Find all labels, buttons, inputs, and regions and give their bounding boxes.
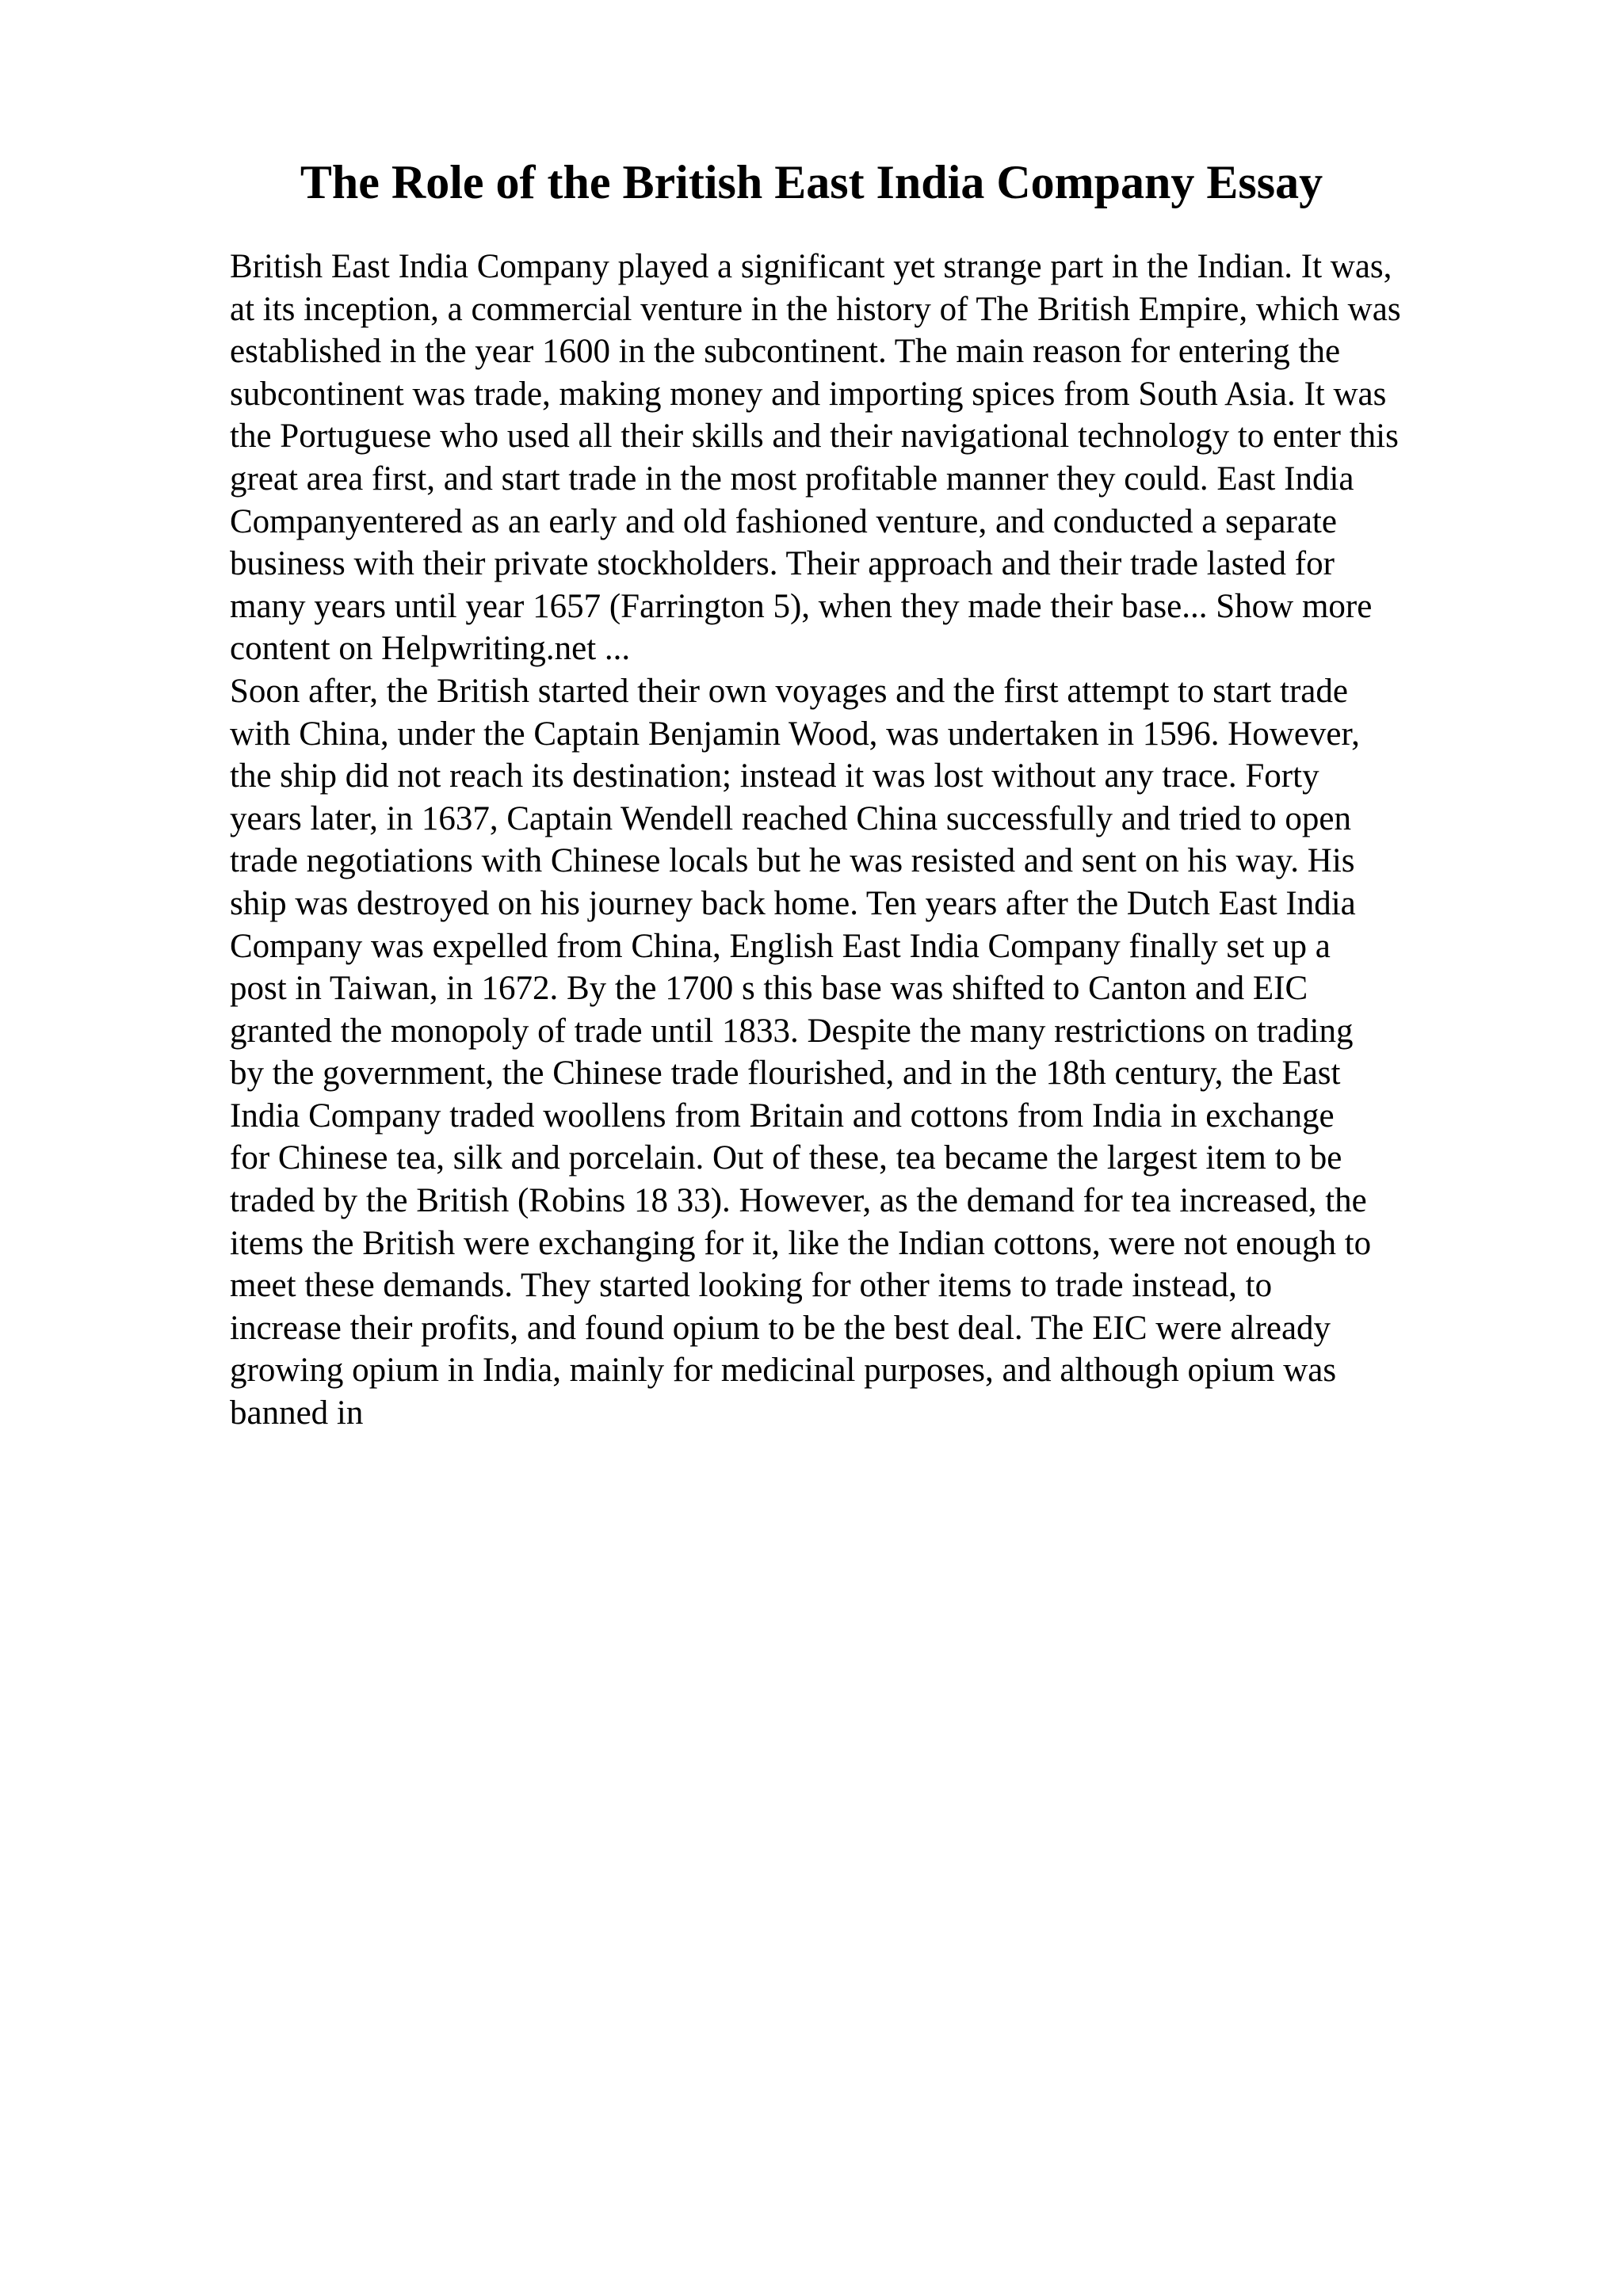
body-line: traded by the British (Robins 18 33). However, as the demand for tea increased, the (230, 1182, 1367, 1220)
body-line: many years until year 1657 (Farrington 5), when they made their base... Show more (230, 587, 1373, 625)
document-body (230, 246, 1514, 1435)
body-line: items the British were exchanging for it, like the Indian cottons, were not enough to (230, 1224, 1372, 1262)
body-line: at its inception, a commercial venture in the history of The British Empire, which was (230, 290, 1401, 328)
body-line: by the government, the Chinese trade flourished, and in the 18th century, the East (230, 1055, 1341, 1093)
body-line: granted the monopoly of trade until 1833. Despite the many restrictions on trading (230, 1012, 1354, 1050)
body-line: established in the year 1600 in the subcontinent. The main reason for entering the (230, 333, 1341, 371)
body-line: Companyentered as an early and old fashioned venture, and conducted a separate (230, 502, 1337, 540)
body-line: business with their private stockholders. Their approach and their trade lasted for (230, 545, 1335, 583)
body-line: content on Helpwriting.net ... (230, 630, 631, 668)
body-line: post in Taiwan, in 1672. By the 1700 s this base was shifted to Canton and EIC (230, 970, 1308, 1008)
body-line: meet these demands. They started looking for other items to trade instead, to (230, 1267, 1273, 1305)
body-line: increase their profits, and found opium to be the best deal. The EIC were already (230, 1309, 1331, 1347)
body-line: British East India Company played a significant yet strange part in the Indian. It was, (230, 248, 1392, 285)
body-line: growing opium in India, mainly for medicinal purposes, and although opium was (230, 1352, 1337, 1390)
body-line: with China, under the Captain Benjamin Wood, was undertaken in 1596. However, (230, 715, 1360, 753)
body-line: Soon after, the British started their own voyages and the first attempt to start trade (230, 672, 1348, 710)
document-title: The Role of the British East India Company Essay (300, 156, 1323, 208)
body-line: the ship did not reach its destination; instead it was lost without any trace. Forty (230, 757, 1319, 795)
body-line: Company was expelled from China, English East India Company finally set up a (230, 927, 1331, 965)
body-line: the Portuguese who used all their skills and their navigational technology to enter this (230, 418, 1399, 456)
body-line: India Company traded woollens from Britain and cottons from India in exchange (230, 1097, 1335, 1135)
body-line: trade negotiations with Chinese locals but he was resisted and sent on his way. His (230, 842, 1355, 880)
body-line: subcontinent was trade, making money and importing spices from South Asia. It was (230, 375, 1387, 413)
body-line: for Chinese tea, silk and porcelain. Out of these, tea became the largest item to be (230, 1139, 1342, 1177)
body-line: years later, in 1637, Captain Wendell reached China successfully and tried to open (230, 799, 1351, 837)
body-line: great area first, and start trade in the most profitable manner they could. East India (230, 460, 1354, 498)
body-line: banned in (230, 1394, 364, 1432)
body-line: ship was destroyed on his journey back home. Ten years after the Dutch East India (230, 884, 1356, 922)
